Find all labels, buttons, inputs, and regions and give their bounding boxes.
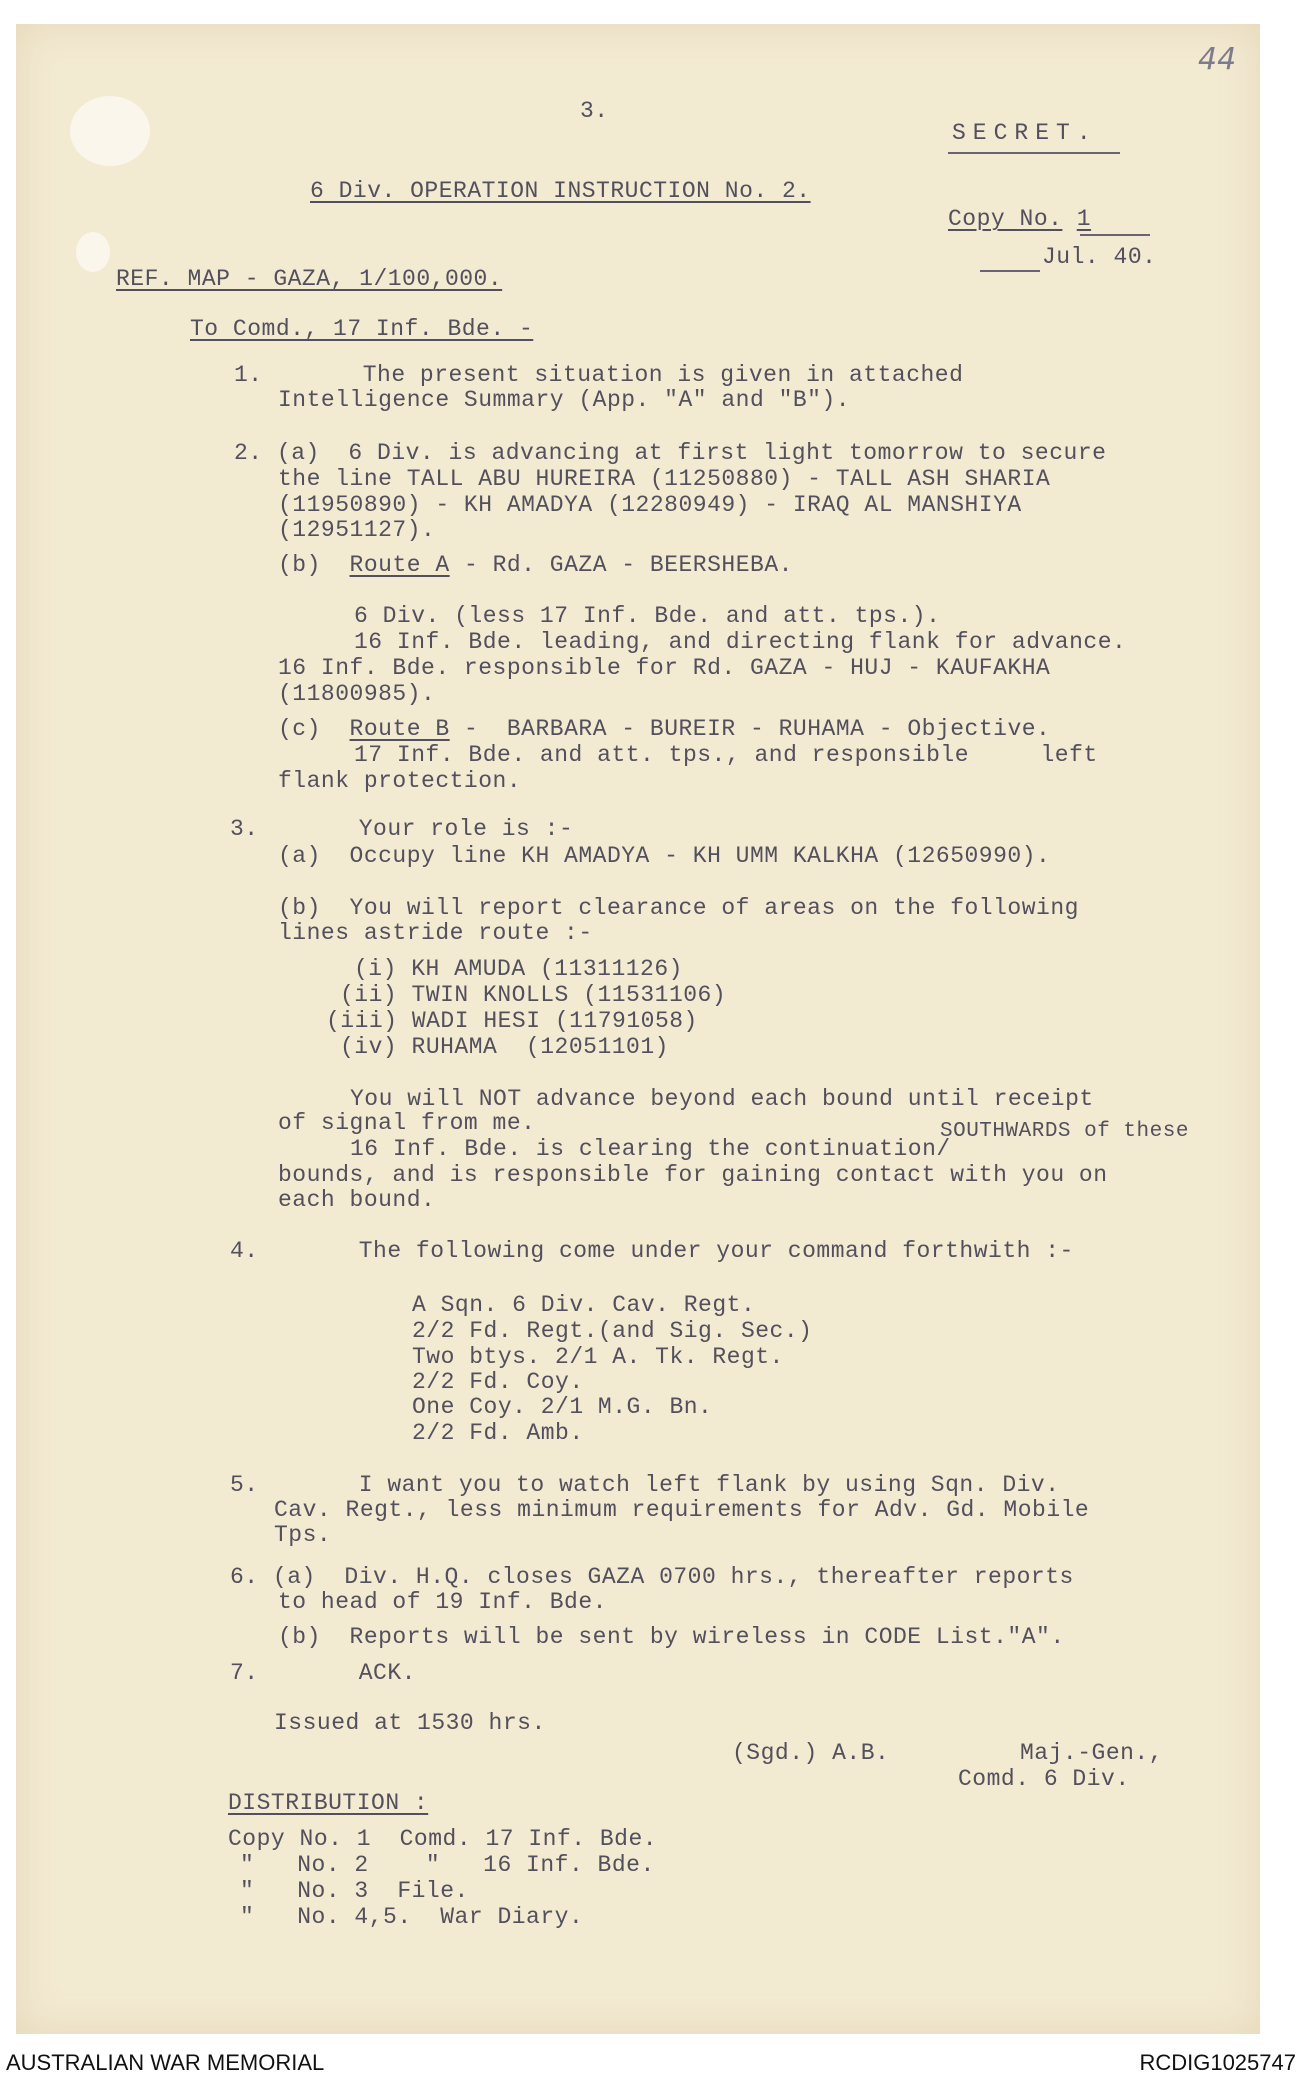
para-6-line-3: (b) Reports will be sent by wireless in CODE List."A". [278,1624,1065,1650]
classification-underline [948,152,1120,154]
para-5-line-1: 5. I want you to watch left flank by using Sqn. Div. [230,1472,1060,1498]
para-2c-line-2: flank protection. [278,768,522,794]
para-3-cont-line-1: You will NOT advance beyond each bound until receipt [350,1086,1094,1112]
para-2b-prefix: (b) [278,552,321,578]
command-list-item: 2/2 Fd. Amb. [412,1420,584,1446]
route-a-label: Route A [349,552,450,578]
para-2b-line-2: 16 Inf. Bde. leading, and directing flank for advance. [354,629,1127,655]
para-6-line-2: to head of 19 Inf. Bde. [278,1589,607,1615]
bound-list-item: (iv) RUHAMA (12051101) [340,1034,669,1060]
para-2b-line-4: (11800985). [278,681,436,707]
para-3-cont-line-5: each bound. [278,1187,436,1213]
date-line [980,270,1040,272]
command-list-item: 2/2 Fd. Regt.(and Sig. Sec.) [412,1318,813,1344]
copy-number-label [948,206,1091,232]
distribution-row: " No. 2 " 16 Inf. Bde. [240,1852,655,1878]
bound-list-item: (iii) WADI HESI (11791058) [326,1008,698,1034]
addressee: To Comd., 17 Inf. Bde. - [190,316,534,342]
para-2a-line-4: (12951127). [278,517,436,543]
torn-mark-top [70,96,150,166]
para-2a-line-1: 2. (a) 6 Div. is advancing at first light tomorrow to secure [234,440,1107,466]
archive-id: RCDIG1025747 [1139,2050,1296,2075]
para-3-cont-line-2: of signal from me. [278,1110,536,1136]
command-list-item: 2/2 Fd. Coy. [412,1369,584,1395]
document-date: Jul. 40. [1042,244,1157,270]
para-4-line: 4. The following come under your command forthwith :- [230,1238,1074,1264]
para-3b-line-1: (b) You will report clearance of areas on the following [278,895,1079,921]
distribution-row: " No. 3 File. [240,1878,469,1904]
para-3-line-2: (a) Occupy line KH AMADYA - KH UMM KALKHA (12650990). [278,843,1051,869]
para-1-line-2: Intelligence Summary (App. "A" and "B"). [278,387,851,413]
para-3-cont-line-3: 16 Inf. Bde. is clearing the continuation/ [350,1136,951,1162]
para-2a-line-2: the line TALL ABU HUREIRA (11250880) - TALL ASH SHARIA [278,466,1051,492]
para-5-line-2: Cav. Regt., less minimum requirements for Adv. Gd. Mobile [274,1497,1090,1523]
copy-number: 1 [1076,206,1092,232]
para-3-line-1: 3. Your role is :- [230,816,574,842]
signature-rank: Maj.-Gen., [1020,1740,1164,1766]
para-2c-prefix: (c) [278,716,321,742]
command-list-item: A Sqn. 6 Div. Cav. Regt. [412,1292,756,1318]
para-2b-line-1: 6 Div. (less 17 Inf. Bde. and att. tps.). [354,603,941,629]
route-b-text: - BARBARA - BUREIR - RUHAMA - Objective. [463,716,1051,742]
para-5-line-3: Tps. [274,1522,332,1548]
bound-list-item: (i) KH AMUDA (11311126) [354,956,683,982]
para-2c-line-1: 17 Inf. Bde. and att. tps., and responsible left [354,742,1098,768]
reference-map: REF. MAP - GAZA, 1/100,000. [116,266,503,292]
command-list-item: Two btys. 2/1 A. Tk. Regt. [412,1344,784,1370]
torn-mark-left [76,232,110,272]
para-2a-line-3: (11950890) - KH AMADYA (12280949) - IRAQ AL MANSHIYA [278,492,1022,518]
signature-block: (Sgd.) A.B. [732,1740,890,1766]
para-2c-heading [278,716,1050,742]
page-number: 3. [580,98,609,124]
para-7-line: 7. ACK. [230,1660,416,1686]
command-list-item: One Coy. 2/1 M.G. Bn. [412,1394,713,1420]
para-3b-line-2: lines astride route :- [278,920,593,946]
archive-credit: AUSTRALIAN WAR MEMORIAL [6,2050,325,2075]
distribution-row: Copy No. 1 Comd. 17 Inf. Bde. [228,1826,658,1852]
route-b-label: Route B [349,716,450,742]
bound-list-item: (ii) TWIN KNOLLS (11531106) [340,982,727,1008]
copy-line [1080,234,1150,236]
issued-time: Issued at 1530 hrs. [274,1710,546,1736]
distribution-heading: DISTRIBUTION : [228,1790,429,1816]
distribution-row: " No. 4,5. War Diary. [240,1904,584,1930]
signature-title: Comd. 6 Div. [958,1766,1130,1792]
para-3-cont-line-4: bounds, and is responsible for gaining contact with you on [278,1162,1108,1188]
handwritten-page-number: 44 [1198,42,1237,77]
route-a-text: - Rd. GAZA - BEERSHEBA. [463,552,793,578]
classification-label: SECRET. [952,120,1098,146]
para-2b-line-3: 16 Inf. Bde. responsible for Rd. GAZA - HUJ - KAUFAKHA [278,655,1051,681]
para-2b-heading [278,552,793,578]
para-3-insertion: SOUTHWARDS of these [940,1120,1189,1143]
copy-label: Copy No. [948,206,1063,232]
para-1-line-1: 1. The present situation is given in attached [234,362,964,388]
document-title: 6 Div. OPERATION INSTRUCTION No. 2. [310,178,811,204]
para-6-line-1: 6. (a) Div. H.Q. closes GAZA 0700 hrs., thereafter reports [230,1564,1074,1590]
